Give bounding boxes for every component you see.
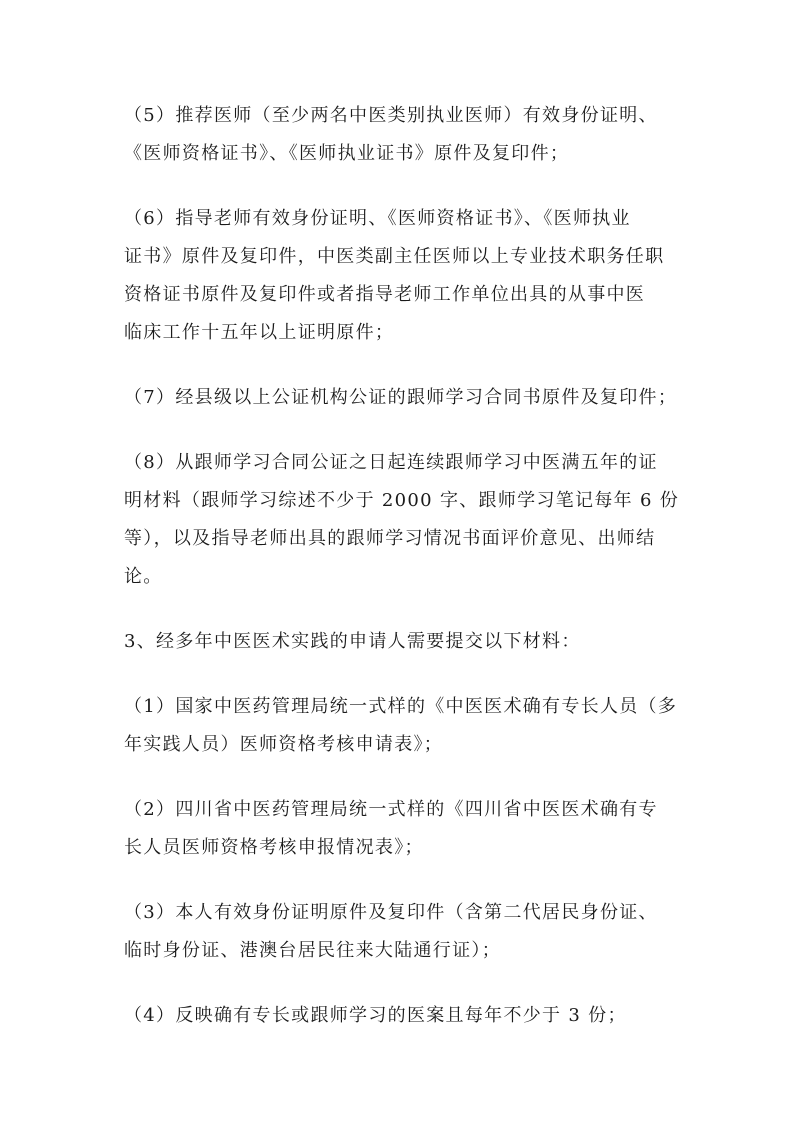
text-line: 证书》原件及复印件，中医类副主任医师以上专业技术职务任职 <box>124 246 665 267</box>
paragraph-item-5 <box>124 97 676 173</box>
text-line: 论。 <box>124 566 163 587</box>
text-line: （4）反映确有专长或跟师学习的医案且每年不少于 3 份； <box>124 1005 627 1026</box>
paragraph-item-2 <box>124 791 676 867</box>
text-line: 临时身份证、港澳台居民往来大陆通行证）； <box>124 940 501 961</box>
text-line: 等），以及指导老师出具的跟师学习情况书面评价意见、出师结 <box>124 528 656 549</box>
text-line: （1）国家中医药管理局统一式样的《中医医术确有专长人员（多 <box>124 696 678 717</box>
paragraph-item-7 <box>124 379 676 417</box>
text-line: 3、经多年中医医术实践的申请人需要提交以下材料： <box>124 631 581 652</box>
text-line: （8）从跟师学习合同公证之日起连续跟师学习中医满五年的证 <box>124 452 658 473</box>
text-line: 明材料（跟师学习综述不少于 2000 字、跟师学习笔记每年 6 份 <box>124 490 680 511</box>
text-line: （6）指导老师有效身份证明、《医师资格证书》、《医师执业 <box>124 208 631 229</box>
text-line: 临床工作十五年以上证明原件； <box>124 322 395 343</box>
text-line: 资格证书原件及复印件或者指导老师工作单位出具的从事中医 <box>124 284 646 305</box>
text-line: （5）推荐医师（至少两名中医类别执业医师）有效身份证明、 <box>124 105 658 126</box>
text-line: （7）经县级以上公证机构公证的跟师学习合同书原件及复印件； <box>124 387 678 408</box>
document-body <box>124 97 680 1062</box>
paragraph-item-3 <box>124 894 676 970</box>
paragraph-item-4 <box>124 997 676 1035</box>
section-heading-3 <box>124 623 676 661</box>
paragraph-item-1 <box>124 688 676 764</box>
text-line: （3）本人有效身份证明原件及复印件（含第二代居民身份证、 <box>124 902 658 923</box>
paragraph-item-6 <box>124 200 676 352</box>
paragraph-item-8 <box>124 444 680 596</box>
text-line: （2）四川省中医药管理局统一式样的《四川省中医医术确有专 <box>124 799 658 820</box>
text-line: 年实践人员）医师资格考核申请表》； <box>124 734 444 755</box>
text-line: 长人员医师资格考核申报情况表》； <box>124 837 424 858</box>
text-line: 《医师资格证书》、《医师执业证书》原件及复印件； <box>124 143 570 164</box>
